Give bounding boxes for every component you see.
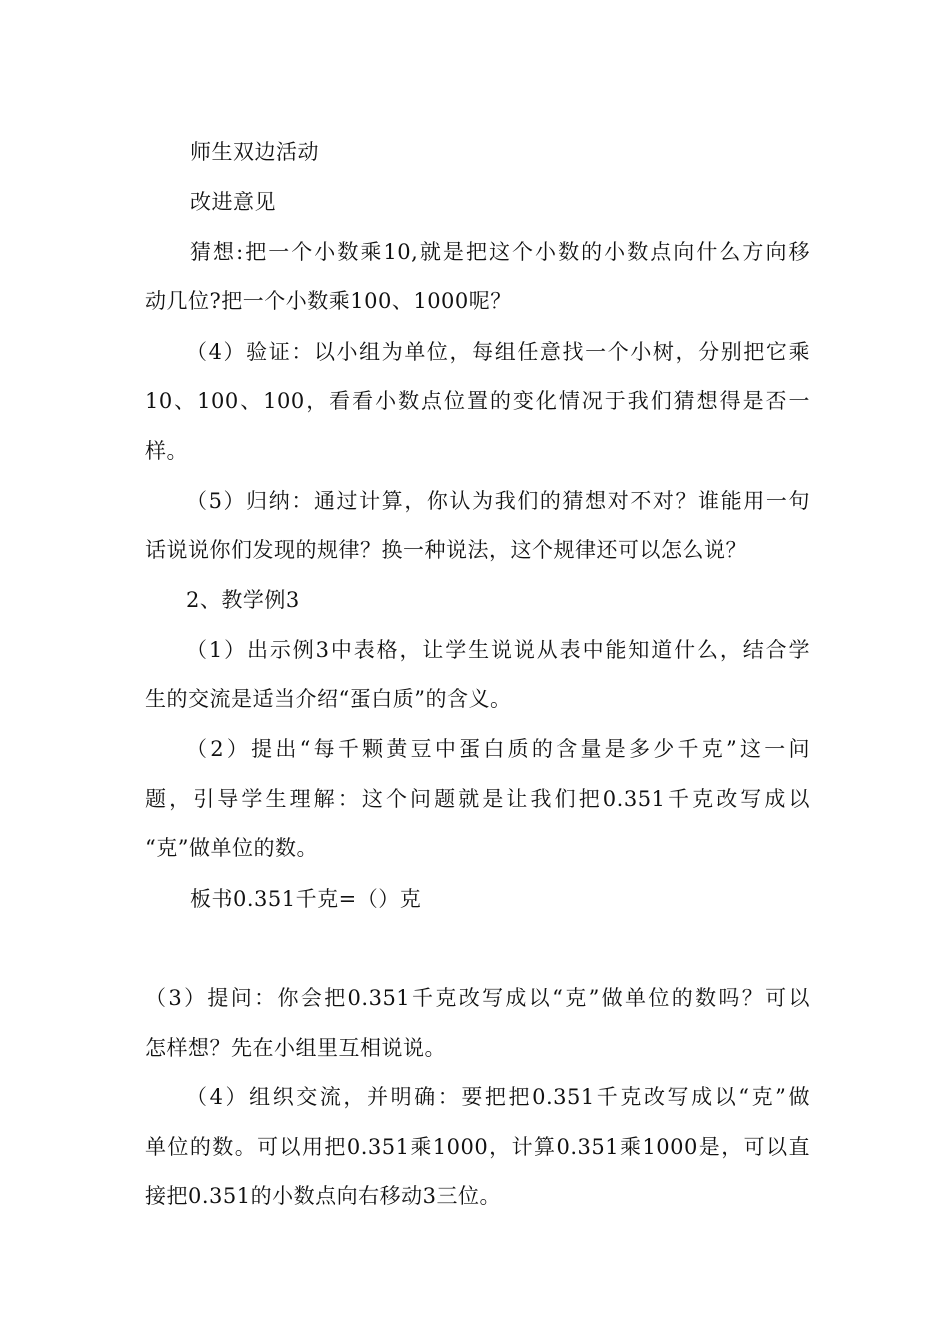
text-line-9: 话说说你们发现的规律？换一种说法，这个规律还可以怎么说？ — [145, 538, 747, 562]
text-line-14: 题，引导学生理解：这个问题就是让我们把0.351千克改写成以 — [145, 787, 810, 811]
text-line-7: 样。 — [145, 439, 188, 463]
text-line-20: 单位的数。可以用把0.351乘1000，计算0.351乘1000是，可以直 — [145, 1135, 810, 1159]
text-line-1: 师生双边活动 — [190, 140, 319, 164]
text-line-10: 2、教学例3 — [186, 588, 300, 612]
text-line-19: （4）组织交流，并明确：要把把0.351千克改写成以“克”做 — [186, 1085, 810, 1109]
text-line-5: （4）验证：以小组为单位，每组任意找一个小树，分别把它乘 — [186, 340, 810, 364]
text-line-15: “克”做单位的数。 — [145, 836, 318, 860]
text-line-11: （1）出示例3中表格，让学生说说从表中能知道什么，结合学 — [186, 638, 810, 662]
text-line-21: 接把0.351的小数点向右移动3三位。 — [145, 1184, 501, 1208]
text-line-17: （3）提问：你会把0.351千克改写成以“克”做单位的数吗？可以 — [145, 986, 810, 1010]
text-line-12: 生的交流是适当介绍“蛋白质”的含义。 — [145, 687, 512, 711]
text-line-16: 板书0.351千克=（）克 — [190, 887, 422, 911]
text-line-13: （2）提出“每千颗黄豆中蛋白质的含量是多少千克”这一问 — [186, 737, 810, 761]
text-line-6: 10、100、100，看看小数点位置的变化情况于我们猜想得是否一 — [145, 389, 810, 413]
text-line-4: 动几位?把一个小数乘100、1000呢？ — [145, 289, 512, 313]
text-line-8: （5）归纳：通过计算，你认为我们的猜想对不对？谁能用一句 — [186, 489, 810, 513]
text-line-18: 怎样想？先在小组里互相说说。 — [145, 1036, 446, 1060]
text-line-2: 改进意见 — [190, 190, 276, 214]
text-line-3: 猜想:把一个小数乘10,就是把这个小数的小数点向什么方向移 — [190, 240, 810, 264]
